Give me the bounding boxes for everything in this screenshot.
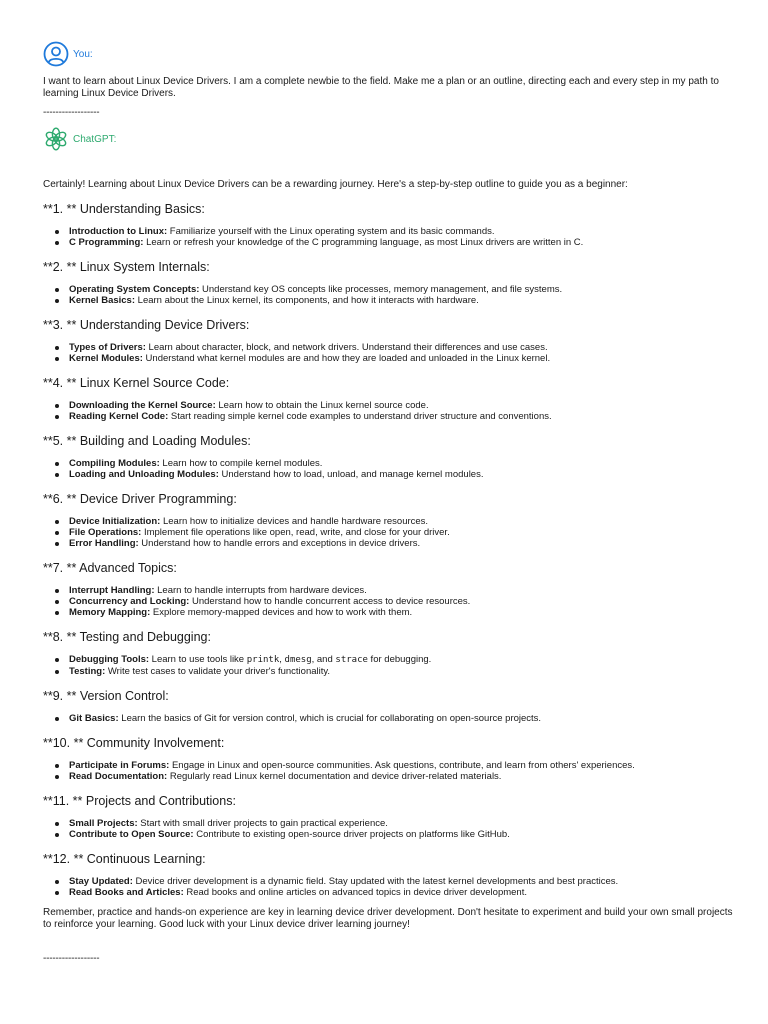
assistant-closing: Remember, practice and hands-on experience are key in learning device driver development. Don't hesitate to experiment and build your own small projects to reinforce your learning. Good luck with your Linux device driver learning journey! [43,907,733,930]
item-term: Downloading the Kernel Source: [69,400,216,411]
item-term: Loading and Unloading Modules: [69,469,219,480]
list-item [69,713,733,724]
section-title: **4. ** Linux Kernel Source Code: [43,376,230,390]
list-item [69,829,733,840]
item-text: Implement file operations like open, read, write, and close for your driver. [141,527,450,538]
item-text: Understand key OS concepts like processes, memory management, and file systems. [199,284,563,295]
item-term: Types of Drivers: [69,342,146,353]
list-item [69,585,733,596]
item-text: Learn about character, block, and network drivers. Understand their differences and use cases. [145,342,548,353]
item-term: Kernel Basics: [69,295,136,306]
item-text: Start with small driver projects to gain practical experience. [137,818,388,829]
item-term: Introduction to Linux: [69,226,168,237]
assistant-speaker [43,125,733,153]
section-title: **6. ** Device Driver Programming: [43,492,237,506]
list-item [69,458,733,469]
section-title: **2. ** Linux System Internals: [43,260,210,274]
conversation-page [43,40,733,965]
item-text: Write test cases to validate your driver's functionality. [105,666,331,677]
item-text: Regularly read Linux kernel documentation and device driver-related materials. [167,771,502,782]
section-title: **9. ** Version Control: [43,689,169,703]
section-list [43,226,733,248]
item-term: Git Basics: [69,713,119,724]
item-term: Operating System Concepts: [69,284,200,295]
item-text: Read books and online articles on advanced topics in device driver development. [183,887,527,898]
section-list [43,585,733,618]
list-item [69,666,733,677]
section-title: **5. ** Building and Loading Modules: [43,434,251,448]
assistant-intro: Certainly! Learning about Linux Device Drivers can be a rewarding journey. Here's a step-by-step outline to guide you as a beginner: [43,179,628,190]
list-item [69,400,733,411]
list-item [69,654,733,666]
section-list [43,876,733,898]
item-text: Understand what kernel modules are and how they are loaded and unloaded in the Linux kernel. [142,353,551,364]
user-prompt: I want to learn about Linux Device Drivers. I am a complete newbie to the field. Make me a plan or an outline, directing each and every step in my path to learning Linux Device Drivers. [43,76,719,99]
section-list [43,760,733,782]
item-text: Explore memory-mapped devices and how to work with them. [150,607,413,618]
section-title: **12. ** Continuous Learning: [43,852,206,866]
item-text: Learn to use tools like [149,654,247,665]
section-title: **11. ** Projects and Contributions: [43,794,236,808]
inline-joiner: , and [311,654,336,665]
item-term: Contribute to Open Source: [69,829,194,840]
user-speaker [43,40,733,68]
item-term: Testing: [69,666,106,677]
list-item [69,538,733,549]
item-term: C Programming: [69,237,144,248]
section-list [43,400,733,422]
list-item [69,516,733,527]
list-item [69,818,733,829]
item-text: Start reading simple kernel code examples to understand driver structure and conventions. [168,411,552,422]
list-item [69,527,733,538]
list-item [69,226,733,237]
inline-joiner: , [279,654,285,665]
list-item [69,771,733,782]
item-term: Reading Kernel Code: [69,411,169,422]
item-text: Learn how to obtain the Linux kernel source code. [215,400,429,411]
list-item [69,295,733,306]
item-text: Engage in Linux and open-source communities. Ask questions, contribute, and learn from others' experiences. [169,760,635,771]
item-term: Memory Mapping: [69,607,151,618]
item-text: Contribute to existing open-source driver projects on platforms like GitHub. [193,829,510,840]
list-item [69,237,733,248]
section-list [43,818,733,840]
section-list [43,516,733,549]
outline-sections [43,202,733,898]
assistant-name: ChatGPT: [73,133,117,145]
item-term: File Operations: [69,527,142,538]
section-title: **1. ** Understanding Basics: [43,202,205,216]
item-text: Understand how to handle errors and exceptions in device drivers. [138,538,421,549]
item-term: Read Books and Articles: [69,887,184,898]
section-title: **8. ** Testing and Debugging: [43,630,211,644]
section-list [43,284,733,306]
chatgpt-logo-icon [43,126,69,152]
item-term: Read Documentation: [69,771,168,782]
list-item [69,469,733,480]
item-text: Familiarize yourself with the Linux operating system and its basic commands. [167,226,495,237]
section-title: **7. ** Advanced Topics: [43,561,177,575]
item-text: Learn or refresh your knowledge of the C programming language, as most Linux drivers are written in C. [143,237,584,248]
list-item [69,876,733,887]
item-text: Learn how to initialize devices and handle hardware resources. [160,516,429,527]
item-text: Understand how to handle concurrent access to device resources. [189,596,471,607]
section-title: **10. ** Community Involvement: [43,736,225,750]
inline-code: printk [246,655,280,665]
item-term: Debugging Tools: [69,654,150,665]
list-item [69,353,733,364]
user-avatar-icon [43,41,69,67]
list-item [69,887,733,898]
item-text: Learn to handle interrupts from hardware devices. [154,585,367,596]
list-item [69,607,733,618]
section-list [43,713,733,724]
item-term: Participate in Forums: [69,760,170,771]
section-list [43,342,733,364]
list-item [69,284,733,295]
list-item [69,342,733,353]
section-title: **3. ** Understanding Device Drivers: [43,318,250,332]
item-text: Device driver development is a dynamic field. Stay updated with the latest kernel developments and best practices. [132,876,619,887]
list-item [69,760,733,771]
inline-code: dmesg [284,655,312,665]
item-text: Learn how to compile kernel modules. [159,458,323,469]
user-name: You: [73,48,93,60]
item-text: Learn the basics of Git for version control, which is crucial for collaborating on open-source projects. [118,713,542,724]
inline-code: strace [335,655,368,665]
section-list [43,458,733,480]
item-text: Understand how to load, unload, and manage kernel modules. [218,469,484,480]
item-text: Learn about the Linux kernel, its components, and how it interacts with hardware. [135,295,479,306]
item-term: Kernel Modules: [69,353,143,364]
item-term: Concurrency and Locking: [69,596,190,607]
divider-end: ------------------ [43,953,100,964]
item-term: Compiling Modules: [69,458,160,469]
divider: ------------------ [43,107,100,118]
item-term: Interrupt Handling: [69,585,155,596]
item-text-tail: for debugging. [367,654,432,665]
item-term: Device Initialization: [69,516,161,527]
list-item [69,596,733,607]
list-item [69,411,733,422]
item-term: Error Handling: [69,538,139,549]
item-term: Stay Updated: [69,876,133,887]
section-list [43,654,733,677]
item-term: Small Projects: [69,818,138,829]
